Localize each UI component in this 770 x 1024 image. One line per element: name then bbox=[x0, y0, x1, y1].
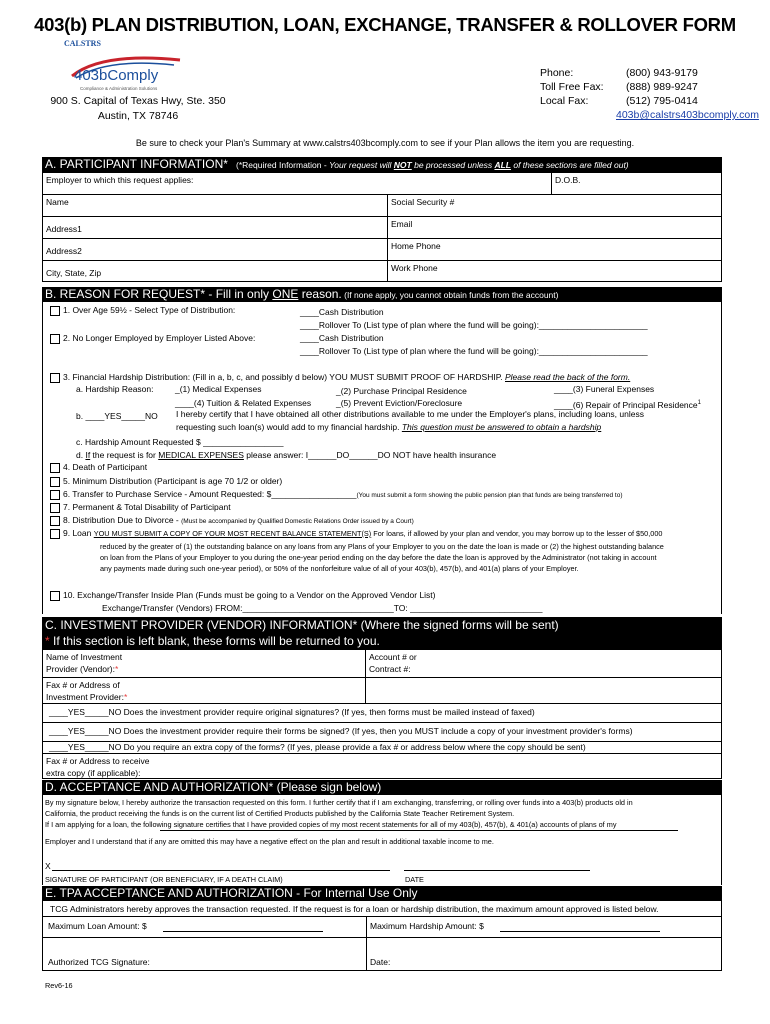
email-link[interactable]: 403b@calstrs403bcomply.com bbox=[616, 109, 759, 121]
certify-yes-no[interactable]: b. ____YES_____NO bbox=[76, 411, 158, 421]
work-phone-field[interactable]: Work Phone bbox=[387, 261, 721, 282]
hardship-reason-label: a. Hardship Reason: bbox=[76, 384, 154, 394]
authorization-text-1: By my signature below, I hereby authorize the transaction requested on this form. I further certify that if I am exchanging, transferring, or rolling over funds into a 403(b) products old in bbox=[45, 798, 633, 807]
reason-4: 4. Death of Participant bbox=[50, 461, 147, 473]
employer-field[interactable]: Employer to which this request applies: bbox=[43, 173, 551, 195]
reason-2-rollover[interactable]: ____Rollover To (List type of plan where the fund will be going):_______________________ bbox=[300, 346, 648, 356]
tpa-approval-text: TCG Administrators hereby approves the transaction requested. If the request is for a loan or hardship distribution, the maximum amount approved is listed below. bbox=[50, 904, 659, 914]
company-address bbox=[28, 94, 248, 124]
section-a-header bbox=[42, 157, 722, 172]
dob-field[interactable]: D.O.B. bbox=[551, 173, 721, 195]
hardship-medical[interactable]: _(1) Medical Expenses bbox=[175, 384, 262, 394]
reason-9: 9. Loan YOU MUST SUBMIT A COPY OF YOUR MOST RECENT BALANCE STATEMENT(S) For loans, if allowed by your plan and vendor, you may borrow up to the lesser of $50,000 bbox=[50, 528, 662, 539]
local-fax-number: (512) 795-0414 bbox=[626, 95, 698, 107]
ssn-field[interactable]: Social Security # bbox=[387, 195, 721, 217]
reason-1-checkbox[interactable] bbox=[50, 306, 60, 316]
reason-2: 2. No Longer Employed by Employer Listed Above: bbox=[50, 332, 255, 344]
vendor-forms-signed-question[interactable]: ____YES_____NO Does the investment provider require their forms be signed? (If yes, then you MUST include a copy of your investment provider's forms) bbox=[43, 723, 721, 742]
loan-text-3: on loan from the Plans of your Employer to you during the one-year period ending on the day before the date the loan is approved by the Administrator (not taking in account bbox=[100, 553, 657, 562]
reason-6: 6. Transfer to Purchase Service - Amount Requested: $__________________(You must submit a form showing the public pension plan that funds are being transferred to) bbox=[50, 488, 623, 501]
address1-field[interactable]: Address1 bbox=[43, 217, 387, 239]
reason-8-checkbox[interactable] bbox=[50, 516, 60, 526]
hardship-prevent-eviction[interactable]: _(5) Prevent Eviction/Foreclosure bbox=[336, 398, 463, 408]
reason-3: 3. Financial Hardship Distribution: (Fill in a, b, c, and possibly d below) YOU MUST SUBMIT PROOF OF HARDSHIP. Please read the back of the form. bbox=[50, 371, 630, 383]
max-loan-label: Maximum Loan Amount: $ bbox=[48, 921, 147, 931]
signature-line[interactable] bbox=[52, 870, 390, 871]
phone-number: (800) 943-9179 bbox=[626, 67, 698, 79]
vendor-fax-address-blank[interactable] bbox=[365, 678, 721, 704]
loan-text-2: reduced by the greater of (1) the outstanding balance on any loans from any Plans of your Employer to you on the date the loan is made or (2) the highest outstanding balance bbox=[100, 542, 664, 551]
authorization-text-4: Employer and I understand that if any are omitted this may have a negative effect on the plan and result in additional taxable income to me. bbox=[45, 837, 494, 846]
extra-copy-address-field[interactable]: Fax # or Address to receive extra copy (if applicable): bbox=[43, 753, 721, 779]
reason-2-checkbox[interactable] bbox=[50, 334, 60, 344]
name-field[interactable]: Name bbox=[43, 195, 387, 217]
signature-x: X bbox=[45, 861, 51, 871]
medical-insurance-question[interactable]: d. If the request is for MEDICAL EXPENSES please answer: I______DO______DO NOT have health insurance bbox=[76, 450, 497, 460]
calstrs-403bcomply-logo bbox=[62, 38, 192, 100]
plan-summary-note: Be sure to check your Plan's Summary at www.calstrs403bcomply.com to see if your Plan allows the item you are requesting. bbox=[135, 138, 635, 148]
reason-9-checkbox[interactable] bbox=[50, 529, 60, 539]
section-b-header bbox=[42, 287, 722, 302]
vendor-name-field[interactable]: Name of Investment Provider (Vendor):* bbox=[43, 650, 365, 678]
address-line-1: 900 S. Capital of Texas Hwy, Ste. 350 bbox=[50, 95, 226, 107]
exchange-transfer-vendors[interactable]: Exchange/Transfer (Vendors) FROM:________________________________TO: ____________________________ bbox=[102, 603, 543, 613]
svg-text:CALSTRS: CALSTRS bbox=[64, 39, 101, 48]
phone-label: Phone: bbox=[540, 67, 574, 79]
hardship-purchase-residence[interactable]: _(2) Purchase Principal Residence bbox=[336, 386, 467, 396]
reason-10-checkbox[interactable] bbox=[50, 591, 60, 601]
home-phone-field[interactable]: Home Phone bbox=[387, 239, 721, 261]
address-line-2: Austin, TX 78746 bbox=[97, 110, 179, 122]
hardship-repair-residence[interactable]: ____(6) Repair of Principal Residence$^1$ bbox=[554, 399, 701, 410]
max-loan-input[interactable] bbox=[163, 931, 323, 932]
tpa-divider-top bbox=[42, 916, 722, 917]
account-number-field[interactable]: Account # or Contract #: bbox=[365, 650, 721, 678]
reason-5-checkbox[interactable] bbox=[50, 477, 60, 487]
tpa-divider-vertical bbox=[366, 916, 367, 971]
section-d-header bbox=[42, 780, 722, 795]
date-label: DATE bbox=[405, 875, 424, 884]
address2-field[interactable]: Address2 bbox=[43, 239, 387, 261]
reason-6-checkbox[interactable] bbox=[50, 490, 60, 500]
hardship-funeral[interactable]: ____(3) Funeral Expenses bbox=[554, 384, 655, 394]
tollfree-fax-label: Toll Free Fax: bbox=[540, 81, 604, 93]
city-state-zip-field[interactable]: City, State, Zip bbox=[46, 268, 102, 278]
date-line[interactable] bbox=[404, 870, 590, 871]
loan-text-4: any payments made during such one-year period), or 50% of the nonforfeiture value of all of your 403(b), 457(b), and 401(a) plans of your Employer. bbox=[100, 564, 579, 573]
section-e-title: E. TPA ACCEPTANCE AND AUTHORIZATION - For Internal Use Only bbox=[45, 886, 418, 900]
section-b-title: B. REASON FOR REQUEST* - Fill in only ONE reason. bbox=[45, 287, 342, 301]
vendor-info-grid bbox=[42, 649, 722, 779]
local-fax-label: Local Fax: bbox=[540, 95, 589, 107]
section-b-note: (If none apply, you cannot obtain funds from the account) bbox=[341, 290, 559, 300]
tpa-date-label[interactable]: Date: bbox=[370, 957, 391, 967]
authorization-text-3: If I am applying for a loan, the following signature certifies that I have provided copies of my most recent statements for all of my 403(b), 457(b), & 401(a) accounts of plans of my bbox=[45, 820, 617, 829]
reason-7: 7. Permanent & Total Disability of Participant bbox=[50, 501, 231, 513]
vendor-fax-address-field[interactable]: Fax # or Address of Investment Provider:* bbox=[43, 678, 365, 704]
reason-10: 10. Exchange/Transfer Inside Plan (Funds must be going to a Vendor on the Approved Vendor List) bbox=[50, 589, 436, 601]
section-c-header bbox=[42, 617, 722, 649]
hardship-amount[interactable]: c. Hardship Amount Requested $ _________________ bbox=[76, 437, 284, 447]
certify-text-1: I hereby certify that I have obtained all other distributions available to me under the Employer's plans, including loans, unless bbox=[176, 409, 644, 419]
section-c-title: C. INVESTMENT PROVIDER (VENDOR) INFORMATION* (Where the signed forms will be sent) bbox=[45, 618, 559, 632]
email-field[interactable]: Email bbox=[387, 217, 721, 239]
reason-1-rollover[interactable]: ____Rollover To (List type of plan where the fund will be going):_______________________ bbox=[300, 320, 648, 330]
tollfree-fax-number: (888) 989-9247 bbox=[626, 81, 698, 93]
max-hardship-label: Maximum Hardship Amount: $ bbox=[370, 921, 484, 931]
section-a-note: (*Required Information - Your request will NOT be processed unless ALL of these sections are filled out) bbox=[235, 160, 629, 170]
authorized-signature-label[interactable]: Authorized TCG Signature: bbox=[48, 957, 150, 967]
authorization-line bbox=[160, 830, 678, 831]
reason-1-cash[interactable]: ____Cash Distribution bbox=[300, 307, 384, 317]
reason-4-checkbox[interactable] bbox=[50, 463, 60, 473]
section-e-header bbox=[42, 886, 722, 901]
reason-2-cash[interactable]: ____Cash Distribution bbox=[300, 333, 384, 343]
section-c-subtitle: * If this section is left blank, these forms will be returned to you. bbox=[45, 634, 380, 648]
tpa-divider-middle bbox=[42, 937, 722, 938]
reason-8: 8. Distribution Due to Divorce - (Must be accompanied by Qualified Domestic Relations Order issued by a Court) bbox=[50, 514, 414, 527]
extra-copy-question[interactable]: ____YES_____NO Do you require an extra copy of the forms? (If yes, please provide a fax # or address below where the copy should be sent) bbox=[49, 742, 586, 752]
participant-info-grid bbox=[42, 172, 722, 282]
section-d-title: D. ACCEPTANCE AND AUTHORIZATION* (Please sign below) bbox=[45, 780, 382, 794]
max-hardship-input[interactable] bbox=[500, 931, 660, 932]
reason-3-checkbox[interactable] bbox=[50, 373, 60, 383]
reason-5: 5. Minimum Distribution (Participant is age 70 1/2 or older) bbox=[50, 475, 282, 487]
hardship-tuition[interactable]: ____(4) Tuition & Related Expenses bbox=[175, 398, 312, 408]
form-title: 403(b) PLAN DISTRIBUTION, LOAN, EXCHANGE, TRANSFER & ROLLOVER FORM bbox=[34, 14, 736, 35]
contact-info bbox=[540, 66, 759, 122]
authorization-text-2: California, the product receiving the funds is on the current list of Certified Products published by the California State Teacher Retirement System. bbox=[45, 809, 515, 818]
svg-text:403bComply: 403bComply bbox=[74, 67, 159, 84]
reason-1: 1. Over Age 59½ - Select Type of Distribution: bbox=[50, 304, 235, 316]
original-signatures-question[interactable]: ____YES_____NO Does the investment provider require original signatures? (If yes, then forms must be mailed instead of faxed) bbox=[43, 704, 721, 723]
svg-text:Compliance & Administration So: Compliance & Administration Solutions bbox=[80, 86, 158, 91]
section-a-title: A. PARTICIPANT INFORMATION* bbox=[45, 157, 228, 171]
signature-label: SIGNATURE OF PARTICIPANT (OR BENEFICIARY, IF A DEATH CLAIM) bbox=[45, 875, 283, 884]
reason-7-checkbox[interactable] bbox=[50, 503, 60, 513]
certify-text-2: requesting such loan(s) would add to my financial hardship. This question must be answered to obtain a hardship bbox=[176, 422, 602, 432]
revision-label: Rev6-16 bbox=[45, 981, 73, 990]
